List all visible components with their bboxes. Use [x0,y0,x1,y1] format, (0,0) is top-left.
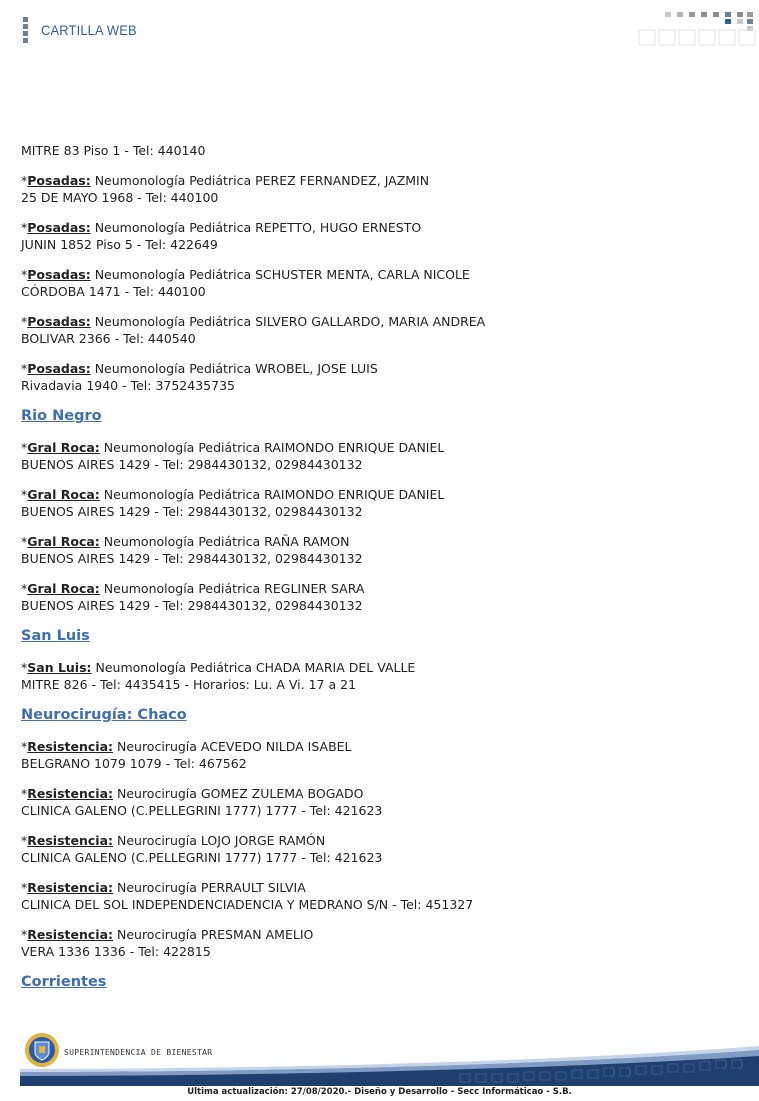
entry-description: Neumonología Pediátrica CHADA MARIA DEL VALLE [95,660,416,675]
region-heading-san-luis[interactable]: San Luis [21,628,90,644]
entry-address: CLINICA GALENO (C.PELLEGRINI 1777) 1777 - Tel: 421623 [21,803,383,818]
entry-place-link[interactable]: Gral Roca: [27,440,100,455]
entry-description: Neurocirugía PRESMAN AMELIO [116,927,314,942]
entry-heading: *Posadas: Neumonología Pediátrica WROBEL, JOSE LUIS [21,361,378,376]
entry-heading: *Resistencia: Neurocirugía PRESMAN AMELIO [21,927,314,942]
list-item [21,266,741,300]
entry-place-link[interactable]: Resistencia: [27,833,113,848]
entry-place-link[interactable]: Posadas: [27,173,91,188]
region-heading-chaco[interactable]: Neurocirugía: Chaco [21,707,187,723]
directory-content [21,142,741,1005]
entry-heading: *Posadas: Neumonología Pediátrica SCHUSTER MENTA, CARLA NICOLE [21,267,470,282]
entry-heading: *Gral Roca: Neumonología Pediátrica RAIMONDO ENRIQUE DANIEL [21,487,445,502]
list-item [21,785,741,819]
institution-shield-icon [24,1032,60,1068]
brand-bar-icon [23,17,28,45]
page-title: CARTILLA WEB [41,22,137,38]
entry-address: CÓRDOBA 1471 - Tel: 440100 [21,284,206,299]
entry-place-link[interactable]: Resistencia: [27,786,113,801]
entry-heading: *Resistencia: Neurocirugía PERRAULT SILVIA [21,880,306,895]
entry-address: VERA 1336 1336 - Tel: 422815 [21,944,211,959]
entry-description: Neumonología Pediátrica WROBEL, JOSE LUIS [94,361,378,376]
entry-place-link[interactable]: Resistencia: [27,927,113,942]
entry-address: MITRE 83 Piso 1 - Tel: 440140 [21,143,206,158]
entry-description: Neumonología Pediátrica RAIMONDO ENRIQUE DANIEL [103,487,445,502]
entry-description: Neurocirugía ACEVEDO NILDA ISABEL [116,739,352,754]
entry-description: Neumonología Pediátrica PEREZ FERNANDEZ, JAZMIN [94,173,430,188]
entry-place-link[interactable]: Posadas: [27,361,91,376]
list-item [21,439,741,473]
list-item [21,533,741,567]
entry-heading: *Posadas: Neumonología Pediátrica SILVERO GALLARDO, MARIA ANDREA [21,314,486,329]
entry-address: BUENOS AIRES 1429 - Tel: 2984430132, 02984430132 [21,551,363,566]
list-item [21,580,741,614]
entry-place-link[interactable]: Resistencia: [27,880,113,895]
entry-address: CLINICA DEL SOL INDEPENDENCIADENCIA Y MEDRANO S/N - Tel: 451327 [21,897,474,912]
entry-address: MITRE 826 - Tel: 4435415 - Horarios: Lu. A Vi. 17 a 21 [21,677,357,692]
entry-description: Neumonología Pediátrica REGLINER SARA [103,581,365,596]
list-item [21,486,741,520]
list-item [21,172,741,206]
entry-heading: *Resistencia: Neurocirugía ACEVEDO NILDA ISABEL [21,739,352,754]
entry-address: BOLIVAR 2366 - Tel: 440540 [21,331,196,346]
list-item [21,313,741,347]
entry-address: Rivadavia 1940 - Tel: 3752435735 [21,378,235,393]
entry-address: CLINICA GALENO (C.PELLEGRINI 1777) 1777 - Tel: 421623 [21,850,383,865]
entry-address: JUNIN 1852 Piso 5 - Tel: 422649 [21,237,218,252]
region-heading-corrientes[interactable]: Corrientes [21,974,107,990]
entry-place-link[interactable]: Gral Roca: [27,534,100,549]
entry-address: 25 DE MAYO 1968 - Tel: 440100 [21,190,219,205]
entry-place-link[interactable]: Posadas: [27,267,91,282]
entry-heading: *Gral Roca: Neumonología Pediátrica REGLINER SARA [21,581,365,596]
entry-heading: *Gral Roca: Neumonología Pediátrica RAIMONDO ENRIQUE DANIEL [21,440,445,455]
list-item [21,142,741,159]
entry-description: Neumonología Pediátrica RAÑA RAMON [103,534,350,549]
footer-update-note: Ultima actualización: 27/08/2020.- Diseño y Desarrollo - Secc Informáticao - S.B. [187,1087,572,1097]
entry-description: Neurocirugía LOJO JORGE RAMÓN [116,833,326,848]
list-item [21,659,741,693]
list-item [21,219,741,253]
entry-place-link[interactable]: Posadas: [27,314,91,329]
footer-org-name: SUPERINTENDENCIA DE BIENESTAR [64,1048,213,1057]
entry-address: BELGRANO 1079 1079 - Tel: 467562 [21,756,247,771]
region-heading-rio-negro[interactable]: Rio Negro [21,408,102,424]
entry-place-link[interactable]: Posadas: [27,220,91,235]
page-footer [0,1024,759,1101]
entry-place-link[interactable]: Gral Roca: [27,487,100,502]
list-item [21,832,741,866]
entry-heading: *Resistencia: Neurocirugía GOMEZ ZULEMA BOGADO [21,786,364,801]
entry-place-link[interactable]: San Luis: [27,660,92,675]
entry-place-link[interactable]: Gral Roca: [27,581,100,596]
entry-heading: *San Luis: Neumonología Pediátrica CHADA MARIA DEL VALLE [21,660,416,675]
list-item [21,360,741,394]
entry-heading: *Resistencia: Neurocirugía LOJO JORGE RAMÓN [21,833,326,848]
entry-heading: *Posadas: Neumonología Pediátrica PEREZ FERNANDEZ, JAZMIN [21,173,430,188]
list-item [21,879,741,913]
list-item [21,926,741,960]
entry-description: Neumonología Pediátrica RAIMONDO ENRIQUE DANIEL [103,440,445,455]
entry-heading: *Posadas: Neumonología Pediátrica REPETTO, HUGO ERNESTO [21,220,422,235]
entry-description: Neumonología Pediátrica SILVERO GALLARDO, MARIA ANDREA [94,314,486,329]
entry-heading: *Gral Roca: Neumonología Pediátrica RAÑA RAMON [21,534,350,549]
entry-address: BUENOS AIRES 1429 - Tel: 2984430132, 02984430132 [21,457,363,472]
corner-squares-icon [637,10,759,48]
entry-description: Neurocirugía GOMEZ ZULEMA BOGADO [116,786,364,801]
entry-description: Neumonología Pediátrica SCHUSTER MENTA, CARLA NICOLE [94,267,470,282]
entry-place-link[interactable]: Resistencia: [27,739,113,754]
entry-description: Neurocirugía PERRAULT SILVIA [116,880,306,895]
entry-address: BUENOS AIRES 1429 - Tel: 2984430132, 02984430132 [21,598,363,613]
footer-wave-banner [20,1036,759,1086]
list-item [21,738,741,772]
page-header [0,0,759,60]
entry-description: Neumonología Pediátrica REPETTO, HUGO ERNESTO [94,220,422,235]
entry-address: BUENOS AIRES 1429 - Tel: 2984430132, 02984430132 [21,504,363,519]
